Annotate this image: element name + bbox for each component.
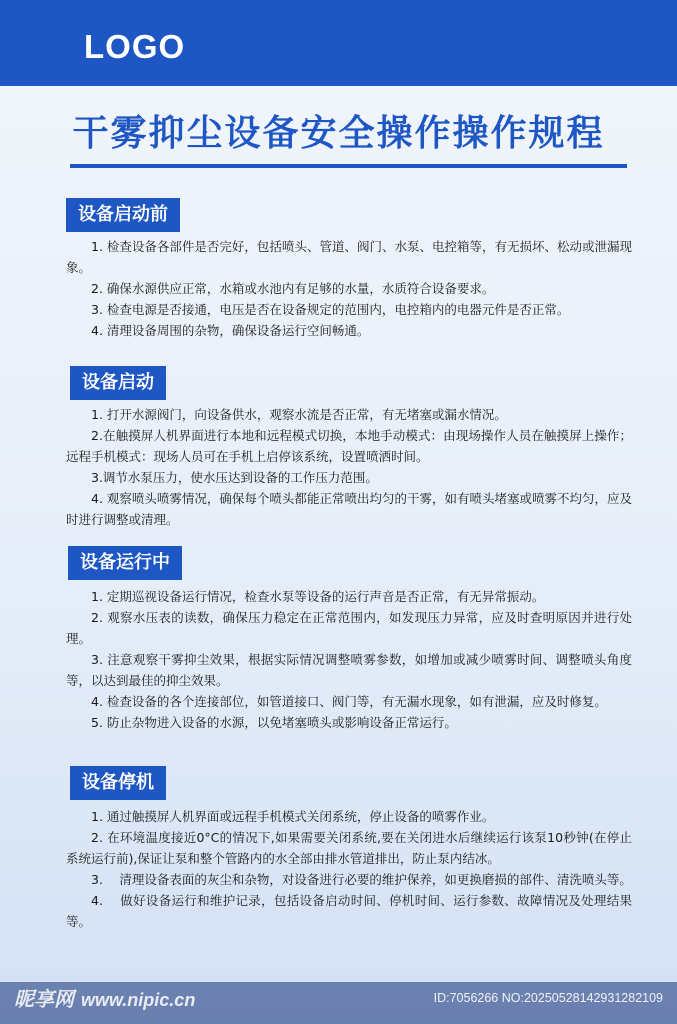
logo: LOGO (84, 28, 186, 65)
list-item: 3. 清理设备表面的灰尘和杂物，对设备进行必要的维护保养，如更换磨损的部件、清洗喷头等。 (91, 872, 632, 887)
section-heading-running: 设备运行中 (68, 546, 182, 580)
list-item: 3. 注意观察干雾抑尘效果，根据实际情况调整喷雾参数，如增加或减少喷雾时间、调整喷头角度等，以达到最佳的抑尘效果。 (66, 652, 632, 688)
watermark-id: ID:7056266 NO:20250528142931282109 (433, 991, 663, 1005)
list-item: 2. 在环境温度接近0°C的情况下,如果需要关闭系统,要在关闭进水后继续运行该泵10秒钟(在停止系统运行前),保证让泵和整个管路内的水全部由排水管道排出，防止泵内结冰。 (66, 830, 632, 866)
section-body-before-start (66, 236, 632, 341)
section-body-start (66, 404, 632, 530)
list-item: 4. 观察喷头喷雾情况，确保每个喷头都能正常喷出均匀的干雾，如有喷头堵塞或喷雾不均匀，应及时进行调整或清理。 (66, 491, 632, 527)
list-item: 1. 定期巡视设备运行情况，检查水泵等设备的运行声音是否正常，有无异常振动。 (91, 589, 545, 604)
list-item: 2.在触摸屏人机界面进行本地和远程模式切换，本地手动模式：由现场操作人员在触摸屏上操作；远程手机模式：现场人员可在手机上启停该系统，设置喷洒时间。 (66, 428, 632, 464)
section-heading-start: 设备启动 (70, 366, 166, 400)
page-title: 干雾抑尘设备安全操作操作规程 (72, 113, 605, 154)
list-item: 3.调节水泵压力，使水压达到设备的工作压力范围。 (91, 470, 378, 485)
list-item: 2. 观察水压表的读数，确保压力稳定在正常范围内，如发现压力异常，应及时查明原因并进行处理。 (66, 610, 632, 646)
list-item: 4. 做好设备运行和维护记录，包括设备启动时间、停机时间、运行参数、故障情况及处理结果等。 (66, 893, 632, 929)
section-heading-before-start: 设备启动前 (66, 198, 180, 232)
list-item: 4. 检查设备的各个连接部位，如管道接口、阀门等，有无漏水现象，如有泄漏，应及时修复。 (91, 694, 607, 709)
title-underline (70, 164, 627, 168)
list-item: 1. 检查设备各部件是否完好，包括喷头、管道、阀门、水泵、电控箱等，有无损坏、松动或泄漏现象。 (66, 239, 632, 275)
list-item: 2. 确保水源供应正常，水箱或水池内有足够的水量，水质符合设备要求。 (91, 281, 495, 296)
watermark-brand (14, 985, 195, 1014)
list-item: 1. 打开水源阀门，向设备供水，观察水流是否正常，有无堵塞或漏水情况。 (91, 407, 507, 422)
list-item: 4. 清理设备周围的杂物，确保设备运行空间畅通。 (91, 323, 370, 338)
list-item: 5. 防止杂物进入设备的水源，以免堵塞喷头或影响设备正常运行。 (91, 715, 457, 730)
section-heading-shutdown: 设备停机 (70, 766, 166, 800)
list-item: 3. 检查电源是否接通，电压是否在设备规定的范围内，电控箱内的电器元件是否正常。 (91, 302, 570, 317)
watermark-url: www.nipic.cn (80, 990, 196, 1010)
section-body-shutdown (66, 806, 632, 932)
section-body-running (66, 586, 632, 733)
list-item: 1. 通过触摸屏人机界面或远程手机模式关闭系统，停止设备的喷雾作业。 (91, 809, 495, 824)
watermark-brand-name: 昵享网 (14, 987, 74, 1011)
